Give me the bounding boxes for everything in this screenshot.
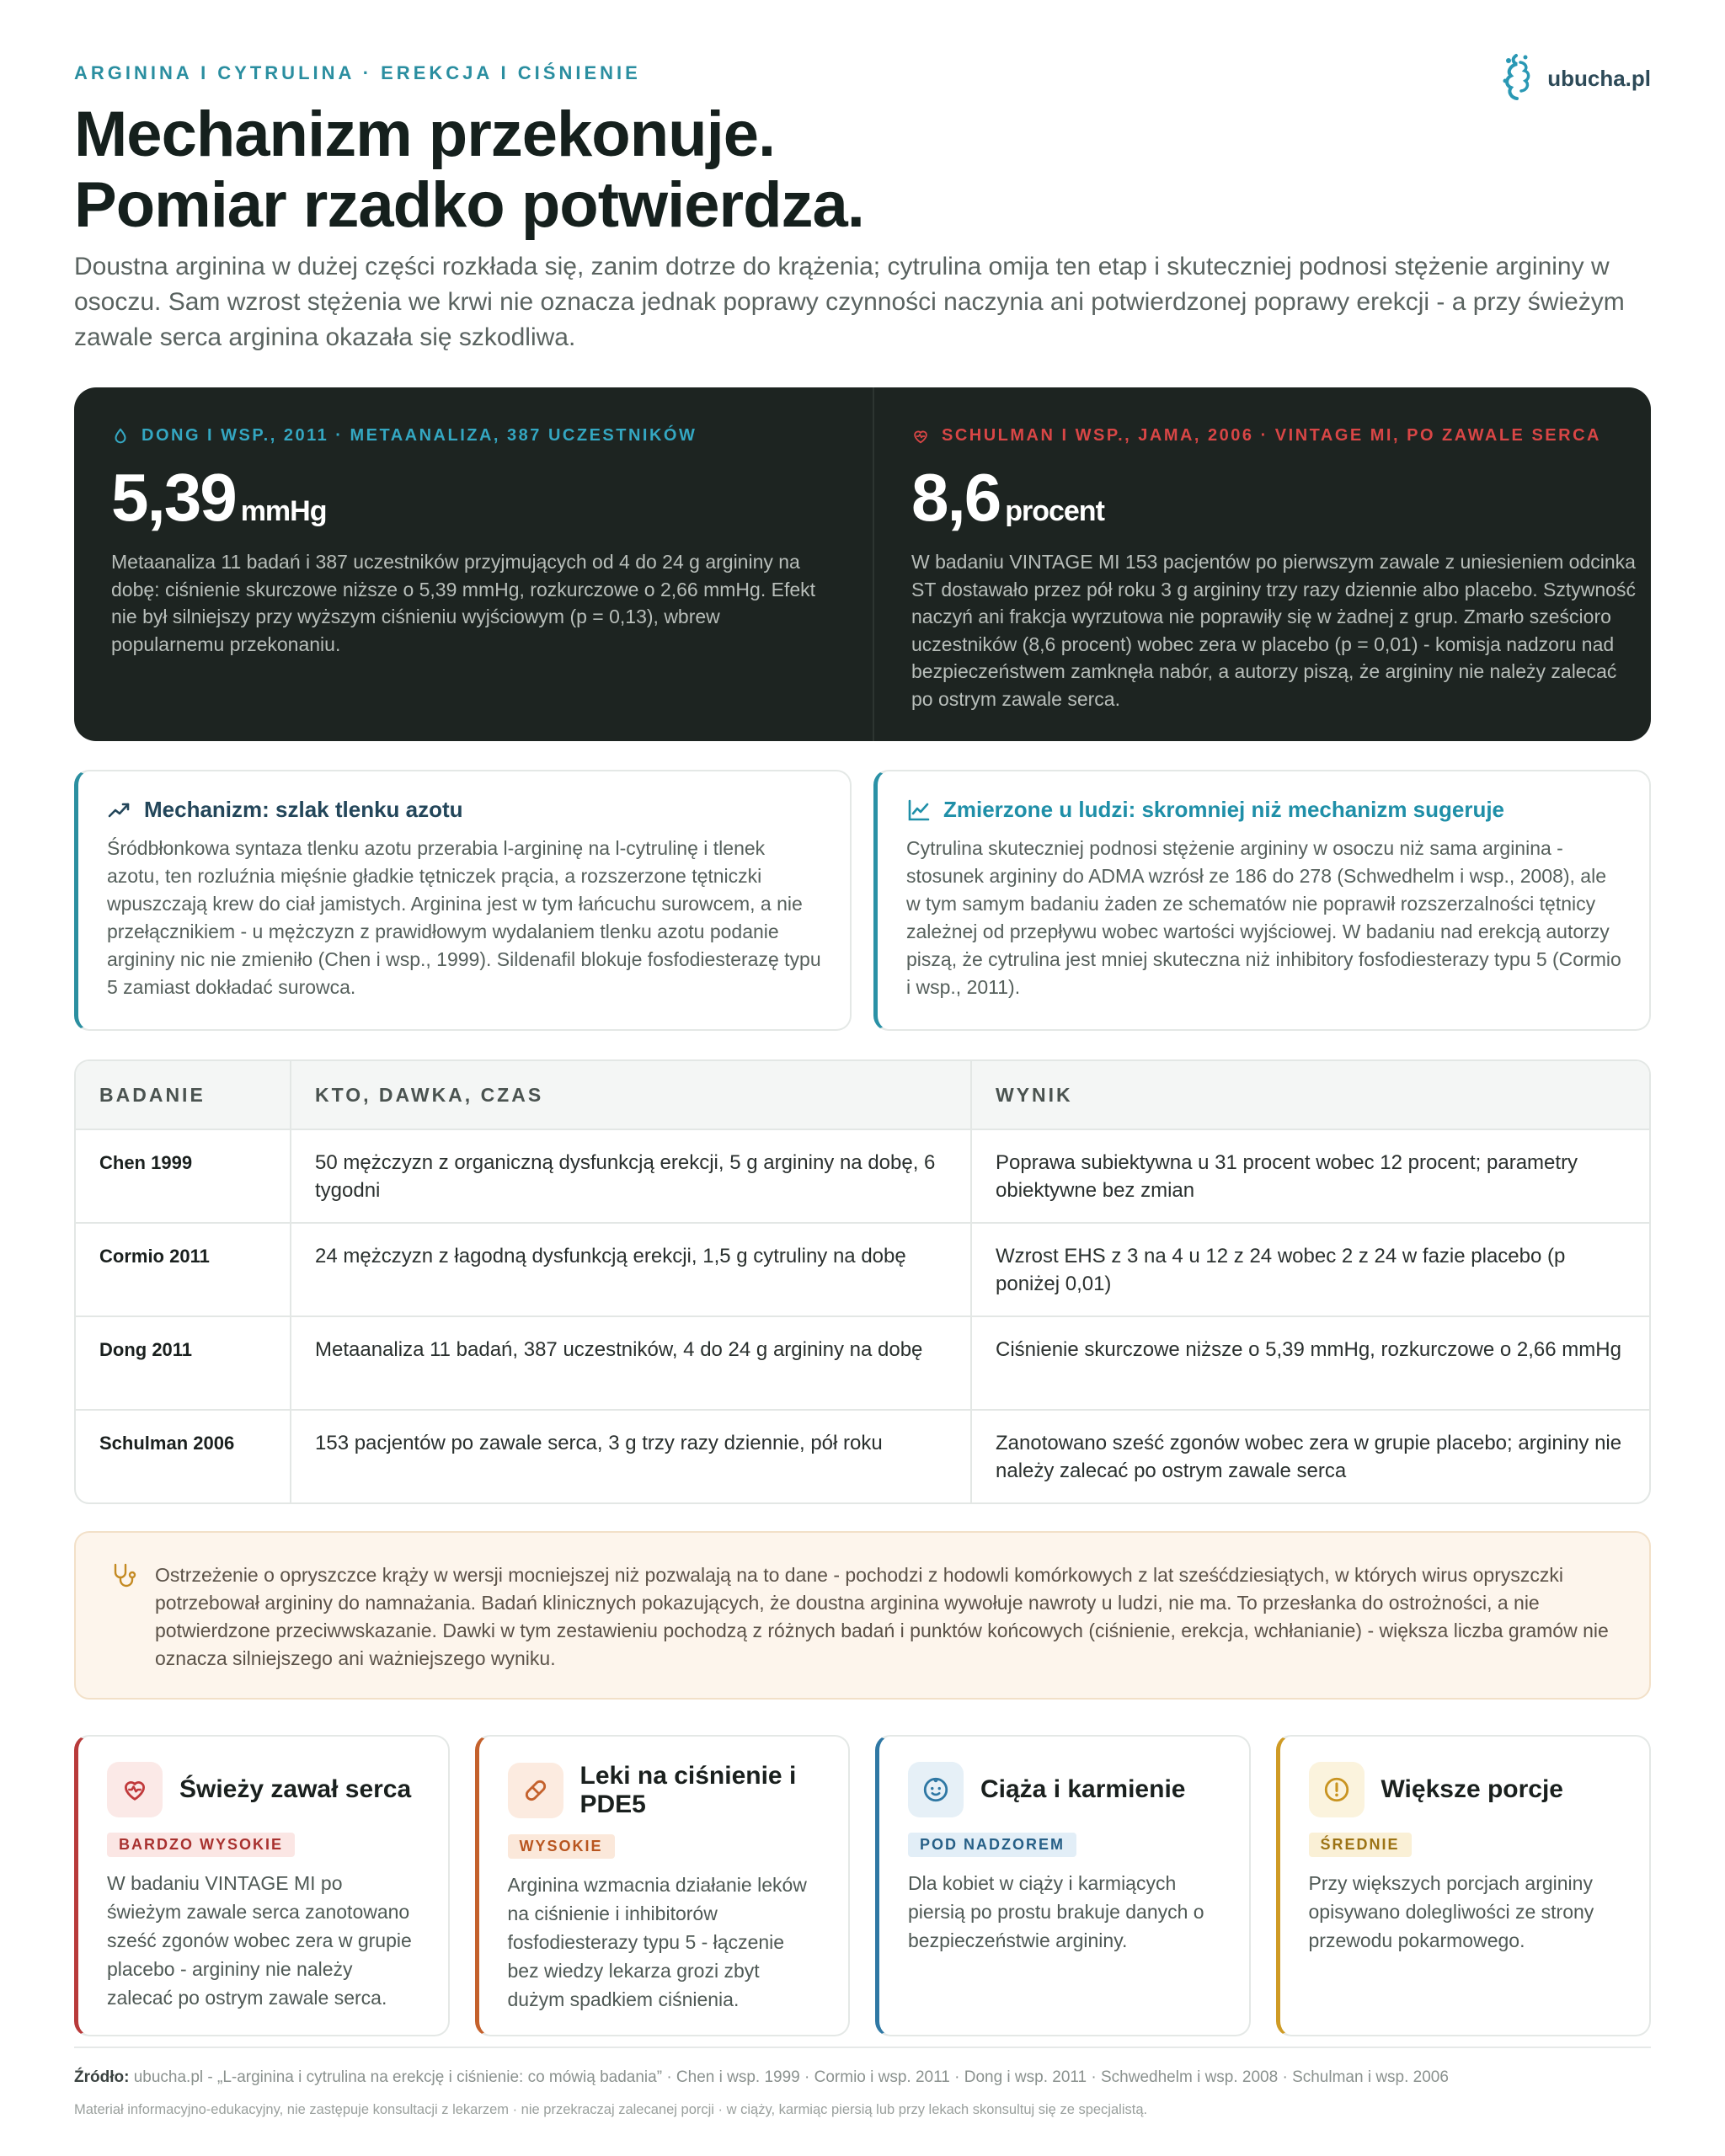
footer-source-label: Źródło: [74,2068,130,2086]
footer-divider [74,2047,1651,2048]
table-row [76,1409,1649,1502]
info-card-header [107,797,823,823]
stethoscope-icon [109,1561,138,1590]
stat-value: 5,39 [111,460,236,535]
table-cell-result: Zanotowano sześć zgonów wobec zera w grupie placebo; argininy nie należy zalecać po ostrym zawale serca [970,1411,1649,1502]
heart-pulse-icon [107,1762,163,1817]
risk-card-header [107,1762,419,1817]
risk-card-larger-doses [1276,1735,1652,2036]
warning-box [74,1531,1651,1700]
title-line-1: Mechanizm przekonuje. [74,99,776,170]
risk-level-badge: POD NADZOREM [908,1833,1076,1857]
info-card-header [906,797,1622,823]
risk-card-header [908,1762,1220,1817]
trend-up-icon [107,798,132,823]
stat-description: W badaniu VINTAGE MI 153 pacjentów po pierwszym zawale z uniesieniem odcinka ST dostawało przez pół roku 3 g argininy trzy razy dziennie albo placebo. Sztywność naczyń ani frakcja wyrzutowa nie poprawiły się w żadnej z grup. Zmarło sześcioro uczestników (8,6 procent) wobec zera w placebo (p = 0,01) - komisja nadzoru nad bezpieczeństwem zamknęła nabór, a autorzy piszą, że argininy nie należy zalecać po ostrym zawale serca. [911,551,1636,710]
info-card-title: Zmierzone u ludzi: skromniej niż mechanizm sugeruje [943,797,1505,822]
stat-source-label: DONG I WSP., 2011 · METAANALIZA, 387 UCZESTNIKÓW [142,426,697,445]
kicker: ARGININA I CYTRULINA · EREKCJA I CIŚNIENIE [74,62,641,83]
info-cards [74,770,1651,1031]
heart-pulse-icon [911,427,930,446]
risk-level-badge: BARDZO WYSOKIE [107,1833,295,1857]
risk-card-text: Arginina wzmacnia działanie leków na ciśnienie i inhibitorów fosfodiesterazy typu 5 - łączenie bez wiedzy lekarza grozi zbyt dużym spadkiem ciśnienia. [507,1874,807,2010]
table-cell-study: Cormio 2011 [99,1246,210,1267]
risk-level-badge: ŚREDNIE [1309,1833,1412,1857]
brand-logo-icon [1497,52,1535,104]
stat-figure [911,462,1636,533]
footer-source [74,2068,1449,2087]
table-row [76,1129,1649,1222]
footer-disclaimer: Materiał informacyjno-edukacyjny, nie zastępuje konsultacji z lekarzem · nie przekraczaj zalecanej porcji · w ciąży, karmiąc piersią lub przy lekach skonsultuj się ze specjalistą. [74,2102,1148,2117]
info-card-title: Mechanizm: szlak tlenku azotu [144,797,463,822]
table-cell-who: 153 pacjentów po zawale serca, 3 g trzy razy dziennie, pół roku [290,1411,970,1502]
stat-figure [111,462,836,533]
table-row [76,1222,1649,1315]
risk-card-text: W badaniu VINTAGE MI po świeżym zawale serca zanotowano sześć zgonów wobec zera w grupie placebo - argininy nie należy zalecać po ostrym zawale serca. [107,1872,412,2009]
risk-card-heart-attack [74,1735,450,2036]
stat-source-label: SCHULMAN I WSP., JAMA, 2006 · VINTAGE MI, PO ZAWALE SERCA [942,426,1601,445]
risk-card-title: Leki na ciśnienie i PDE5 [579,1762,797,1818]
info-card-measured [873,770,1651,1031]
table-cell-study: Dong 2011 [99,1339,193,1360]
table-cell-who: Metaanaliza 11 badań, 387 uczestników, 4 do 24 g argininy na dobę [290,1317,970,1409]
studies-table [74,1059,1651,1504]
baby-icon [908,1762,964,1817]
stat-source [911,426,1636,446]
warning-text: Ostrzeżenie o opryszczce krąży w wersji mocniejszej niż pozwalają na to dane - pochodzi z hodowli komórkowych z lat sześćdziesiątych, w których wirus opryszczki potrzebował argininy do namnażania. Badań klinicznych pokazujących, że doustna arginina wywołuje nawroty u ludzi, nie ma. To przesłanka do ostrożności, a nie potwierdzone przeciwwskazanie. Dawki w tym zestawieniu pochodzą z różnych badań i punktów końcowych (ciśnienie, erekcja, wchłanianie) - większa liczba gramów nie oznacza silniejszego ani ważniejszego wyniku. [155,1564,1609,1669]
stat-value: 8,6 [911,460,1001,535]
table-cell-result: Ciśnienie skurczowe niższe o 5,39 mmHg, rozkurczowe o 2,66 mmHg [970,1317,1649,1409]
table-cell-study: Chen 1999 [99,1152,193,1173]
brand[interactable] [1497,52,1651,104]
stat-blood-pressure [74,387,873,741]
stat-unit: mmHg [240,495,327,527]
drop-icon [111,427,130,446]
info-card-text: Śródbłonkowa syntaza tlenku azotu przerabia l-argininę na l-cytrulinę i tlenek azotu, ten rozluźnia mięśnie gładkie tętniczek prącia, a rozszerzone tętniczki wpuszczają krew do ciał jamistych. Arginina jest w tym łańcuchu surowcem, a nie przełącznikiem - u mężczyzn z prawidłowym wydalaniem tlenku azotu podanie argininy nic nie zmieniło (Chen i wsp., 1999). Sildenafil blokuje fosfodiesterazę typu 5 zamiast dokładać surowca. [107,837,821,998]
risk-card-header [508,1762,820,1819]
risk-card-pregnancy [875,1735,1251,2036]
risk-card-title: Ciąża i karmienie [980,1775,1186,1803]
stats-panel [74,387,1651,741]
pill-icon [508,1763,563,1818]
risk-cards [74,1735,1651,2036]
info-card-mechanism [74,770,852,1031]
table-header-who: KTO, DAWKA, CZAS [290,1061,970,1129]
stat-mortality [873,387,1673,741]
risk-level-badge: WYSOKIE [508,1834,615,1859]
table-cell-who: 24 mężczyzn z łagodną dysfunkcją erekcji, 1,5 g cytruliny na dobę [290,1224,970,1315]
page-title [74,99,864,241]
risk-card-blood-pressure-drugs [475,1735,851,2036]
risk-card-text: Dla kobiet w ciąży i karmiących piersią po prostu brakuje danych o bezpieczeństwie argininy. [908,1872,1204,1951]
stat-source [111,426,836,446]
brand-name: ubucha.pl [1547,65,1651,91]
table-row [76,1315,1649,1409]
stat-description: Metaanaliza 11 badań i 387 uczestników przyjmujących od 4 do 24 g argininy na dobę: ciśnienie skurczowe niższe o 5,39 mmHg, rozkurczowe o 2,66 mmHg. Efekt nie był silniejszy przy wyższym ciśnieniu wyjściowym (p = 0,13), wbrew popularnemu przekonaniu. [111,551,816,655]
table-cell-who: 50 mężczyzn z organiczną dysfunkcją erekcji, 5 g argininy na dobę, 6 tygodni [290,1130,970,1222]
lead-paragraph: Doustna arginina w dużej części rozkłada się, zanim dotrze do krążenia; cytrulina omija ten etap i skuteczniej podnosi stężenie argininy w osoczu. Sam wzrost stężenia we krwi nie oznacza jednak poprawy czynności naczynia ani potwierdzonej poprawy erekcji - a przy świeżym zawale serca arginina okazała się szkodliwa. [74,253,1625,351]
risk-card-text: Przy większych porcjach argininy opisywano dolegliwości ze strony przewodu pokarmowego. [1308,1872,1594,1951]
alert-circle-icon [1309,1762,1365,1817]
table-header-result: WYNIK [970,1061,1649,1129]
table-cell-study: Schulman 2006 [99,1433,235,1454]
risk-card-title: Świeży zawał serca [179,1775,412,1803]
stat-unit: procent [1005,495,1104,527]
table-header-study: BADANIE [99,1083,206,1106]
table-cell-result: Poprawa subiektywna u 31 procent wobec 12 procent; parametry obiektywne bez zmian [970,1130,1649,1222]
footer-source-text: ubucha.pl - „L-arginina i cytrulina na erekcję i ciśnienie: co mówią badania” · Chen i wsp. 1999 · Cormio i wsp. 2011 · Dong i wsp. 2011 · Schwedhelm i wsp. 2008 · Schulman i wsp. 2006 [129,2068,1449,2086]
title-line-2: Pomiar rzadko potwierdza. [74,169,864,241]
line-chart-icon [906,798,932,823]
info-card-text: Cytrulina skuteczniej podnosi stężenie argininy w osoczu niż sama arginina - stosunek argininy do ADMA wzrósł ze 186 do 278 (Schwedhelm i wsp., 2008), ale w tym samym badaniu żaden ze schematów nie poprawił rozszerzalności tętnicy zależnej od przepływu wobec wartości wyjściowej. W badaniu nad erekcją autorzy piszą, że cytrulina jest mniej skuteczna niż inhibitory fosfodiesterazy typu 5 (Cormio i wsp., 2011). [906,837,1621,998]
table-cell-result: Wzrost EHS z 3 na 4 u 12 z 24 wobec 2 z 24 w fazie placebo (p poniżej 0,01) [970,1224,1649,1315]
risk-card-header [1309,1762,1621,1817]
table-header-row [76,1061,1649,1129]
risk-card-title: Większe porcje [1381,1775,1563,1803]
